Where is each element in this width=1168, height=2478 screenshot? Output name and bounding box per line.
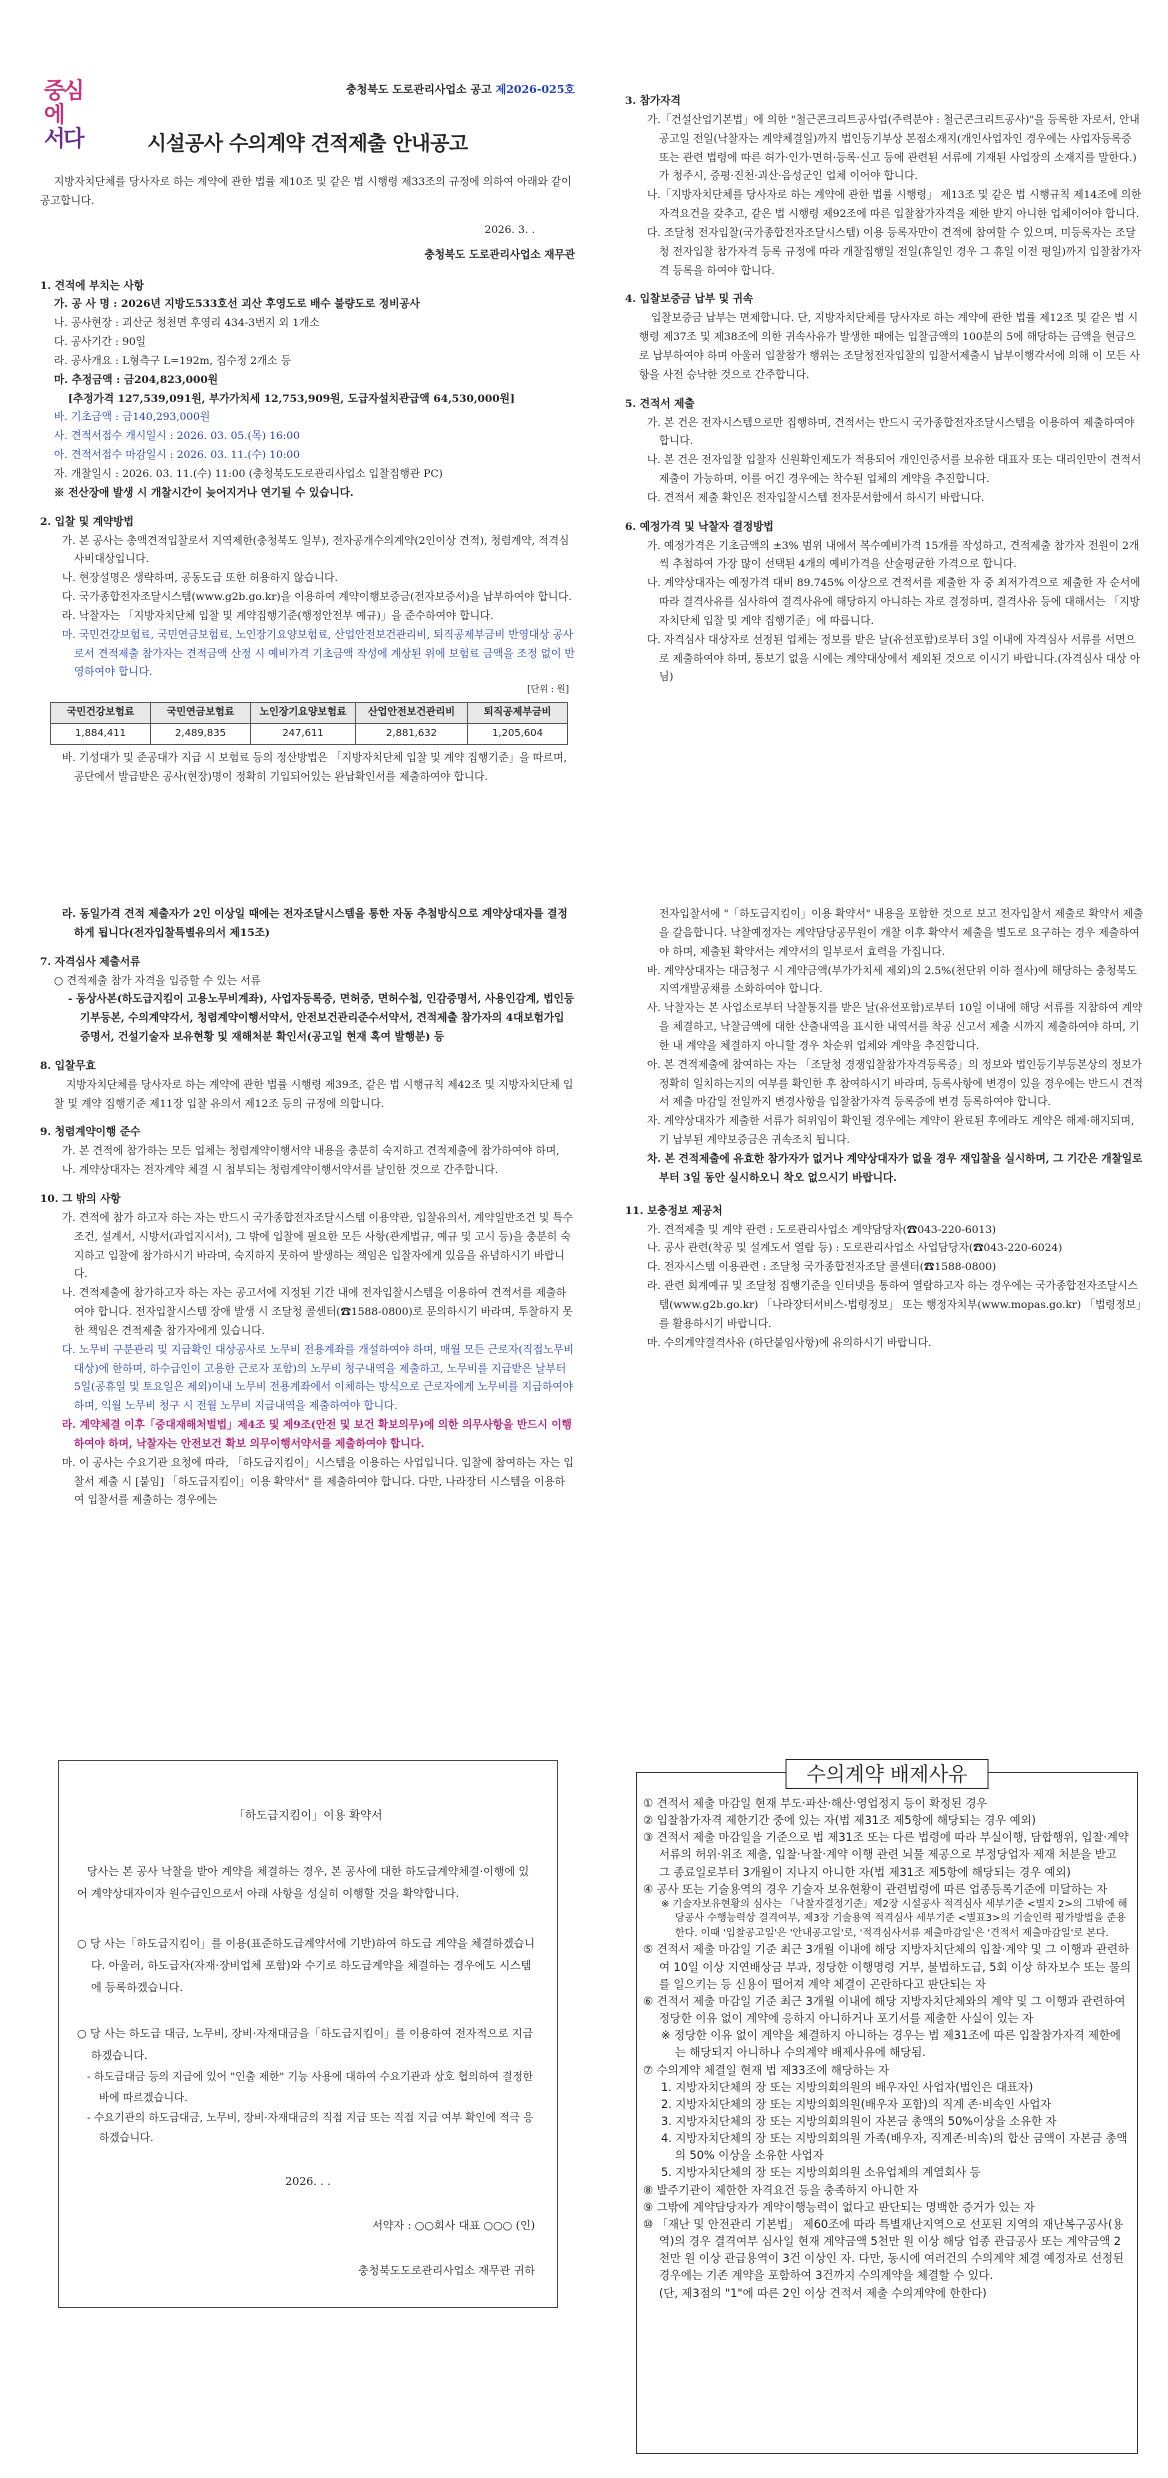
s3-a-text: 가.「건설산업기본법」에 의한 "철근콘크리트공사업(주력분야 : 철근콘크리트공사)"을 등록한 자로서, 안내공고일 전일(낙찰자는 계약체결일)까지 법인등기부상 본점소재지(개인사업자인 경우에는 사업자등록증 또는 관련 법령에 따른 허가·인가·면허·등록·신고 등에 관련된 서류에 기재된 사업장의 소재지를 말한다.)가 청주시, 증평·진천·괴산·음성군인 업체 이어야 합니다. bbox=[647, 113, 1140, 183]
s2-e: 마. 국민건강보험료, 국민연금보험료, 노인장기요양보험료, 산업안전보건관리비, 퇴직공제부금비 반영대상 공사로서 견적제출 참가자는 견적금액 산정 시 예비가격 기초금액 작성에 계상된 위에 보험료 금액을 조정 없이 반영하여야 합니다. bbox=[62, 628, 575, 679]
s1-i: 자. 개찰일시 : 2026. 03. 11.(수) 11:00 (충청북도도로관리사업소 입찰집행관 PC) bbox=[54, 467, 443, 480]
s2-a: 가. 본 공사는 총액견적입찰로서 지역제한(충청북도 일부), 전자공개수의계약(2인이상 견적), 청렴계약, 적격심사비대상입니다. bbox=[62, 534, 570, 566]
s11-d: 라. 관련 회계예규 및 조달청 집행기준을 인터넷을 통하여 열람하고자 하는 경우에는 국가종합전자조달시스템(www.g2b.go.kr) 「나라장터서비스-법령정보」 또는 행정자치부(www.mopas.go.kr) 「법령정보」를 활용하시기 바랍니다. bbox=[647, 1280, 1142, 1330]
s5-title: 5. 견적서 제출 bbox=[625, 397, 695, 410]
exclusion-subitem: 3. 지방자치단체의 장 또는 지방의회의원이 자본금 총액의 50%이상을 소유한 자 bbox=[661, 2115, 1057, 2128]
s6-a: 가. 예정가격은 기초금액의 ±3% 범위 내에서 복수예비가격 15개를 작성하고, 견적제출 참가자 전원이 2개씩 추첨하여 가장 많이 선택된 4개의 예비가격을 산술평균한 가격으로 합니다. bbox=[647, 539, 1140, 571]
s2-c: 다. 국가종합전자조달시스템(www.g2b.go.kr)을 이용하여 계약이행보증금(전자보증서)을 납부하여야 합니다. bbox=[62, 591, 572, 604]
s1-e2: [추정가격 127,539,091원, 부가가치세 12,753,909원, 도급자설치관급액 64,530,000원] bbox=[68, 392, 515, 405]
pledge-body: 당사는 본 공사 낙찰을 받아 계약을 체결하는 경우, 본 공사에 대한 하도급계약체결·이행에 있어 계약상대자이자 원수급인으로서 아래 사항을 성실히 이행할 것을 확약합니다. bbox=[77, 1865, 530, 1901]
exclusion-subitem: 1. 지방자치단체의 장 또는 지방의회의원의 배우자인 사업자(법인은 대표자) bbox=[661, 2080, 1034, 2094]
s3-c: 다. 조달청 전자입찰(국가종합전자조달시스템) 이용 등록자만이 견적에 참여할 수 있으며, 미등록자는 조달청 전자입찰 참가자격 등록 규정에 따라 개찰집행일 전일(휴일인 경우 그 휴일 이전 평일)까지 입찰참가자격 등록을 하여야 합니다. bbox=[647, 226, 1141, 277]
table-unit: [단위 : 원] bbox=[527, 685, 569, 696]
exclusion-list bbox=[643, 1795, 1131, 2302]
s6-c: 다. 자격심사 대상자로 선정된 업체는 정보를 받은 날(유선포함)로부터 3일 이내에 자격심사 서류를 서면으로 제출하여야 하며, 통보기 없을 시에는 계약대상에서 제외된 것으로 이시기 바랍니다.(자격심사 대상 아님) bbox=[647, 633, 1141, 684]
s11-c: 다. 전자시스템 이용관련 : 조달청 국가종합전자조달 콜센터(☎1588-0800) bbox=[647, 1261, 997, 1274]
pledge-box bbox=[58, 1760, 558, 2308]
s10-b: 나. 견적제출에 참가하고자 하는 자는 공고서에 지정된 기간 내에 전자입찰시스템을 이용하여 견적서를 제출하여야 합니다. 전자입찰시스템 장애 발생 시 조달청 콜센터(☎1588-0800)로 문의하시기 바라며, 투찰하지 못한 책임은 견적제출 참가자에게 있습니다. bbox=[62, 1287, 573, 1337]
s10-e: 마. 이 공사는 수요기관 요청에 따라, 「하도급지킴이」시스템을 이용하는 사업입니다. 입찰에 참여하는 자는 입찰서 제출 시 [붙임] 「하도급지킴이」이용 확약서" 를 제출하여야 합니다. 다만, 나라장터 시스템을 이용하여 입찰서를 제출하는 경우에는 bbox=[62, 1456, 574, 1507]
pledge-item2: ○ 당 사는 하도급 대금, 노무비, 장비·자재대금을「하도급지킴이」를 이용하여 전자적으로 지급하겠습니다. bbox=[77, 2027, 534, 2063]
exclusion-item: ① 견적서 제출 마감일 현재 부도·파산·해산·영업정지 등이 확정된 경우 bbox=[643, 1797, 988, 1810]
exclusion-subitem: 5. 지방자치단체의 장 또는 지방의회의원 소유업체의 계열회사 등 bbox=[661, 2166, 981, 2180]
s2-b: 나. 현장설명은 생략하며, 공동도급 또한 허용하지 않습니다. bbox=[62, 572, 338, 585]
exclusion-item: ⑩ 「재난 및 안전관리 기본법」 제60조에 따라 특별재난지역으로 선포된 지역의 재난복구공사(용역)의 경우 결격여부 심사일 현재 계약금액 5천만 원 이상 해당 업종 관급공사 또는 계약금액 2천만 원 이상 관급용역이 3건 이상인 자. 다만, 동시에 여러건의 수의계약 체결 예정자로 선정된 경우에는 기존 계약을 포함하여 3건까지 수의계약을 체결할 수 있다. bbox=[643, 2217, 1124, 2283]
s11-a: 가. 견적제출 및 계약 관련 : 도로관리사업소 계약담당자(☎043-220-6013) bbox=[647, 1223, 997, 1236]
s10-e-cont: 전자입찰서에 "「하도급지킴이」이용 확약서" 내용을 포함한 것으로 보고 전자입찰서 제출로 확약서 제출을 갈음합니다. 낙찰예정자는 계약담당공무원이 개찰 이후 확약서 제출을 별도로 요구하는 경우 제출하여야 하며, 제출된 확약서는 계약서의 일부로서 효력을 가집니다. bbox=[659, 908, 1144, 958]
s5-a: 가. 본 건은 전자시스템으로만 집행하며, 견적서는 반드시 국가종합전자조달시스템을 이용하여 제출하여야 합니다. bbox=[647, 416, 1135, 448]
page-title: 시설공사 수의계약 견적제출 안내공고 bbox=[147, 130, 468, 155]
s4-title: 4. 입찰보증금 납부 및 귀속 bbox=[625, 293, 754, 306]
exclusion-note: ※ 기술자보유현황의 심사는 「낙찰자결정기준」제2장 시설공사 적격심사 세부기준 <별지 2>의 그밖에 해당공사 수행능력상 결격여부, 제3장 기술용역 적격심사 세부기준 <별표3>의 기술인력 평가방법을 준용한다. 이때 '입찰공고일'은 '안내공고일'로, '적격심사서류 제출마감일'은 '견적서 제출마감일'로 본다. bbox=[661, 1898, 1128, 1939]
s10-f: 바. 계약상대자는 대금청구 시 계약금액(부가가치세 제외)의 2.5%(천단위 이하 절사)에 해당하는 충청북도지역개발공채를 소화하여야 합니다. bbox=[647, 964, 1137, 996]
s7-title: 7. 자격심사 제출서류 bbox=[40, 955, 141, 968]
s3-title: 3. 참가자격 bbox=[625, 95, 681, 107]
s9-a: 가. 본 견적에 참가하는 모든 업체는 청렴계약이행서약 내용을 충분히 숙지하고 견적제출에 참가하여야 하며, bbox=[62, 1145, 560, 1158]
insurance-header: 퇴직공제부금비 bbox=[468, 703, 568, 724]
exclusion-box bbox=[636, 1762, 1138, 2454]
s7-b: - 동상사본(하도급지킴이 고용노무비계좌), 사업자등록증, 면허증, 면허수첩, 인감증명서, 사용인감계, 법인등기부등본, 수의계약각서, 청렴계약이행서약서, 안전보건관리준수서약서, 견적제출 참가자의 4대보험가입 증명서, 건설기술자 보유현황 및 재해처분 확인서(공고일 현재 혹여 발행분) 등 bbox=[68, 993, 575, 1044]
exclusion-item: ② 입찰참가자격 제한기간 중에 있는 자(법 제31조 제5항에 해당되는 경우 예외) bbox=[643, 1814, 1036, 1828]
pledge-item2a: - 하도급대금 등의 지급에 있어 "인출 제한" 기능 사용에 대하여 수요기관과 상호 협의하여 결정한 바에 따르겠습니다. bbox=[87, 2071, 533, 2104]
s10-h: 아. 본 견적제출에 참여하는 자는 「조달청 경쟁입찰참가자격등록증」의 정보와 법인등기부등본상의 정보가 정확히 일치하는지의 여부를 확인한 후 참여하시기 바라며, 등록사항에 변경이 있을 경우에는 반드시 견적서 제출 마감일 전일까지 변경사항을 입찰참가자격 등록증에 변경 등록하여야 합니다. bbox=[647, 1058, 1143, 1109]
s2-g: 라. 동일가격 견적 제출자가 2인 이상일 때에는 전자조달시스템을 통한 자동 추첨방식으로 계약상대자를 결정하게 됩니다(전자입찰특별유의서 제15조) bbox=[62, 908, 568, 939]
insurance-value: 1,205,604 bbox=[468, 724, 568, 745]
exclusion-subitem: 4. 지방자치단체의 장 또는 지방의회의원 가족(배우자, 직계존·비속)의 합산 금액이 자본금 총액의 50% 이상을 소유한 사업자 bbox=[661, 2132, 1128, 2163]
s2-d: 라. 낙찰자는 「지방자치단체 입찰 및 계약집행기준(행정안전부 예규)」을 준수하여야 합니다. bbox=[62, 609, 494, 622]
s1-a: 가. 공 사 명 : 2026년 지방도533호선 괴산 후영도로 배수 불량도로 정비공사 bbox=[54, 298, 420, 311]
s1-e: 마. 추정금액 : 금204,823,000원 bbox=[54, 373, 219, 386]
exclusion-item: ⑤ 견적서 제출 마감일 기준 최근 3개월 이내에 해당 지방자치단체의 입찰·계약 및 그 이행과 관련하여 10일 이상 지연배상금 부과, 정당한 이행명령 거부, 불법하도급, 5회 이상 하자보수 또는 물의를 일으키는 등 신용이 떨어져 계약 체결이 곤란하다고 판단되는 자 bbox=[643, 1943, 1131, 1991]
header-org: 충청북도 도로관리사업소 공고 bbox=[345, 83, 492, 96]
pledge-date: 2026. . . bbox=[285, 2174, 331, 2188]
announcement-date: 2026. 3. . bbox=[484, 223, 535, 236]
s7-a: ○ 견적제출 참가 자격을 입증할 수 있는 서류 bbox=[54, 974, 261, 987]
s4-a: 입찰보증금 납부는 면제합니다. 단, 지방자치단체를 당사자로 하는 계약에 관한 법률 제12조 및 같은 법 시행령 제37조 및 제38조에 의한 귀속사유가 발생한 때에는 입찰금액의 100분의 5에 해당하는 금액을 현금으로 납부하여야 하며 아울러 입찰참가 행위는 조달청전자입찰의 입찰서제출시 납부이행각서에 의해 이 모든 사항을 사전 승낙한 것으로 간주합니다. bbox=[639, 312, 1140, 381]
announcement-header bbox=[40, 80, 575, 100]
header-number: 제2026-025호 bbox=[495, 83, 575, 96]
s6-b: 나. 계약상대자는 예정가격 대비 89.745% 이상으로 견적서를 제출한 자 중 최저가격으로 제출한 자 순서에 따라 결격사유를 심사하여 결격사유에 해당하지 아니하는 자로 결정하며, 결격사유 등에 대해서는 「지방자치단체 입찰 및 계약 집행기준」에 따릅니다. bbox=[647, 577, 1141, 627]
s10-a: 가. 견적에 참가 하고자 하는 자는 반드시 국가종합전자조달시스템 이용약관, 입찰유의서, 계약일반조건 및 특수조건, 설계서, 시방서(과업지시서), 그 밖에 입찰에 필요한 모든 사항(관계법규, 예규 및 고시 등)을 충분히 숙지하고 입찰에 참가하시기 바라며, 숙지하지 못하여 발생하는 책임은 입찰자에게 있음을 유념하시기 바랍니다. bbox=[62, 1211, 574, 1281]
s3-b: 나.「지방자치단체를 당사자로 하는 계약에 관한 법률 시행령」 제13조 및 같은 법 시행규칙 제14조에 의한 자격요건을 갖추고, 같은 법 시행령 제92조에 따른 입찰참가자격을 제한 받지 아니한 업체이어야 합니다. bbox=[647, 189, 1142, 221]
exclusion-item: ⑦ 수의계약 체결일 현재 법 제33조에 해당하는 자 bbox=[643, 2063, 890, 2077]
exclusion-item: ⑥ 견적서 제출 마감일 기준 최근 3개월 이내에 해당 지방자치단체와의 계약 및 그 이행과 관련하여 정당한 이유 없이 계약에 응하지 아니하거나 포기서를 제출한 사실이 있는 자 bbox=[643, 1994, 1126, 2026]
exclusion-footnote: (단, 제3점의 "1"에 따른 2인 이상 견적서 제출 수의계약에 한한다) bbox=[659, 2286, 987, 2300]
page2-left-column bbox=[40, 905, 575, 1510]
page1-left-column bbox=[40, 80, 575, 787]
page1-right-column bbox=[625, 92, 1145, 687]
insurance-table bbox=[50, 702, 568, 745]
pledge-item2b: - 수요기관의 하도급대금, 노무비, 장비·자재대금의 직접 지급 또는 직접 지급 여부 확인에 적극 응하겠습니다. bbox=[87, 2111, 534, 2144]
s10-j: 차. 본 견적제출에 유효한 참가자가 없거나 계약상대자가 없을 경우 재입찰을 실시하며, 그 기간은 개찰일로부터 3일 동안 실시하오니 착오 없으시기 바랍니다. bbox=[647, 1152, 1143, 1184]
pledge-sign: 서약자 : ○○회사 대표 ○○○ (인) bbox=[372, 2218, 535, 2232]
s8-a: 지방자치단체를 당사자로 하는 계약에 관한 법률 시행령 제39조, 같은 법 시행규칙 제42조 및 지방자치단체 입찰 및 계약 집행기준 제11장 입찰 유의서 제12조 등의 규정에 의합니다. bbox=[54, 1078, 574, 1110]
exclusion-item: ⑧ 발주기관이 제한한 자격요건 등을 충족하지 아니한 자 bbox=[643, 2183, 919, 2197]
insurance-header: 국민건강보험료 bbox=[51, 703, 151, 724]
s1-b: 나. 공사현장 : 괴산군 청천면 후영리 434-3번지 외 1개소 bbox=[54, 317, 320, 330]
insurance-header: 국민연금보험료 bbox=[151, 703, 251, 724]
intro-text: 지방자치단체를 당사자로 하는 계약에 관한 법률 제10조 및 같은 법 시행령 제33조의 규정에 의하여 아래와 같이 공고합니다. bbox=[40, 176, 572, 208]
s11-e: 마. 수의계약결격사유 (하단붙임사항)에 유의하시기 바랍니다. bbox=[647, 1336, 932, 1349]
s1-f: 바. 기초금액 : 금140,293,000원 bbox=[54, 411, 211, 424]
exclusion-note: ※ 정당한 이유 없이 계약을 체결하지 아니하는 경우는 법 제31조에 따른 입찰참가자격 제한에는 해당되지 아니하나 수의계약 배제사유에 해당됨. bbox=[661, 2029, 1121, 2060]
exclusion-item: ⑨ 그밖에 계약담당자가 계약이행능력이 없다고 판단되는 명백한 증거가 있는 자 bbox=[643, 2200, 1035, 2214]
s1-h: 아. 견적서접수 마감일시 : 2026. 03. 11.(수) 10:00 bbox=[54, 449, 300, 462]
s11-title: 11. 보충정보 제공처 bbox=[625, 1204, 723, 1217]
exclusion-subitem: 2. 지방자치단체의 장 또는 지방의회의원(배우자 포함)의 직계 존·비속인 사업자 bbox=[661, 2097, 1052, 2111]
insurance-value: 1,884,411 bbox=[51, 724, 151, 745]
s9-b: 나. 계약상대자는 전자계약 체결 시 첨부되는 청렴계약이행서약서를 날인한 것으로 간주합니다. bbox=[62, 1164, 499, 1177]
insurance-value: 247,611 bbox=[251, 724, 356, 745]
s1-title: 1. 견적에 부치는 사항 bbox=[40, 279, 144, 292]
pledge-item1: ○ 당 사는「하도급지킴이」를 이용(표준하도급계약서에 기반)하여 하도급 계약을 체결하겠습니다. 아울러, 하도급자(자재·장비업체 포함)와 수기로 하도급계약을 체결하는 경우에도 시스템에 등록하겠습니다. bbox=[77, 1937, 535, 1995]
s1-note: ※ 전산장애 발생 시 개찰시간이 늦어지거나 연기될 수 있습니다. bbox=[54, 486, 354, 499]
insurance-value: 2,881,632 bbox=[356, 724, 468, 745]
s6-title: 6. 예정가격 및 낙찰자 결정방법 bbox=[625, 520, 774, 533]
pledge-recipient: 충청북도도로관리사업소 재무관 귀하 bbox=[357, 2264, 535, 2278]
s10-title: 10. 그 밖의 사항 bbox=[40, 1192, 121, 1205]
s1-c: 다. 공사기간 : 90일 bbox=[54, 336, 146, 349]
s10-c: 다. 노무비 구분관리 및 지급확인 대상공사로 노무비 전용계좌를 개설하여야 하며, 매월 모든 근로자(직접노무비 대상)에 한하며, 하수급인이 고용한 근로자 포함)의 노무비 청구내역을 제출하고, 노무비를 지급받은 날부터 5일(공휴일 및 토요일은 제외)이내 노무비 전용계좌에서 이체하는 방식으로 근로자에게 노무비를 지급하여야 하며, 익월 노무비 청구 시 전월 노무비 지급내역을 제출하여야 합니다. bbox=[62, 1343, 574, 1413]
s3-a bbox=[625, 111, 1145, 186]
s9-title: 9. 청렴계약이행 준수 bbox=[40, 1126, 141, 1139]
page2-right-column bbox=[625, 905, 1145, 1352]
exclusion-item: ③ 견적서 제출 마감일을 기준으로 법 제31조 또는 다른 법령에 따라 부실이행, 담합행위, 입찰·계약 서류의 허위·위조 제출, 입찰·낙찰·계약 이행 관련 뇌물 제공으로 부정당업자 제재 처분을 받고 그 종료일로부터 3개월이 지나지 아니한 자(법 제31조 제5항에 해당되는 경우 예외) bbox=[643, 1831, 1129, 1879]
s11-b: 나. 공사 관련(착공 및 설계도서 열람 등) : 도로관리사업소 사업담당자(☎043-220-6024) bbox=[647, 1242, 1063, 1255]
s8-title: 8. 입찰무효 bbox=[40, 1059, 96, 1072]
s1-g: 사. 견적서접수 개시일시 : 2026. 03. 05.(목) 16:00 bbox=[54, 430, 300, 443]
s2-f: 바. 기성대가 및 준공대가 지급 시 보험료 등의 정산방법은 「지방자치단체 입찰 및 계약 집행기준」을 따르며, 공단에서 발급받은 공사(현장)명이 정확히 기입되어있는 완납확인서를 제출하여야 합니다. bbox=[62, 751, 567, 783]
s10-g: 사. 낙찰자는 본 사업소로부터 낙찰통지를 받은 날(유선포함)로부터 10일 이내에 해당 서류를 지참하여 계약을 체결하고, 낙찰금액에 대한 산출내역을 표시한 내역서를 착공 신고서 제출 시까지 제출하여야 하며, 기한 내 계약을 체결하지 아니할 경우 차순위 업체와 계약을 추진합니다. bbox=[647, 1002, 1143, 1052]
logo-line2: 서다 bbox=[44, 127, 83, 152]
s1-d: 라. 공사개요 : L형측구 L=192m, 집수정 2개소 등 bbox=[54, 354, 292, 367]
s10-i: 자. 계약상대자가 제출한 서류가 허위임이 확인될 경우에는 계약이 완료된 후에라도 계약은 해제·해지되며, 기 납부된 계약보증금은 귀속조치 됩니다. bbox=[647, 1115, 1135, 1147]
s5-b: 나. 본 건은 전자입찰 입찰자 신원확인제도가 적용되어 개인인증서를 보유한 대표자 또는 대리인만이 견적서 제출이 가능하며, 이를 어긴 경우에는 착수된 업체의 계약을 추진합니다. bbox=[647, 454, 1142, 486]
pledge-title: 「하도급지킴이」이용 확약서 bbox=[233, 1808, 383, 1822]
s2-title: 2. 입찰 및 계약방법 bbox=[40, 515, 134, 528]
exclusion-title: 수의계약 배제사유 bbox=[786, 1759, 989, 1789]
logo-line1: 중심에 bbox=[44, 79, 83, 128]
insurance-header: 산업안전보건관리비 bbox=[356, 703, 468, 724]
exclusion-item: ④ 공사 또는 기술용역의 경우 기술자 보유현황이 관련법령에 따른 업종등록기준에 미달하는 자 bbox=[643, 1882, 1108, 1896]
s5-c: 다. 견적서 제출 확인은 전자입찰시스템 전자문서함에서 하시기 바랍니다. bbox=[647, 491, 985, 504]
insurance-value: 2,489,835 bbox=[151, 724, 251, 745]
s10-d: 라. 계약체결 이후「중대재해처벌법」제4조 및 제9조(안전 및 보건 확보의무)에 의한 의무사항을 반드시 이행하여야 하며, 낙찰자는 안전보건 확보 의무이행서약서를 제출하여야 합니다. bbox=[62, 1419, 572, 1450]
signer: 충청북도 도로관리사업소 재무관 bbox=[424, 248, 575, 261]
insurance-header: 노인장기요양보험료 bbox=[251, 703, 356, 724]
